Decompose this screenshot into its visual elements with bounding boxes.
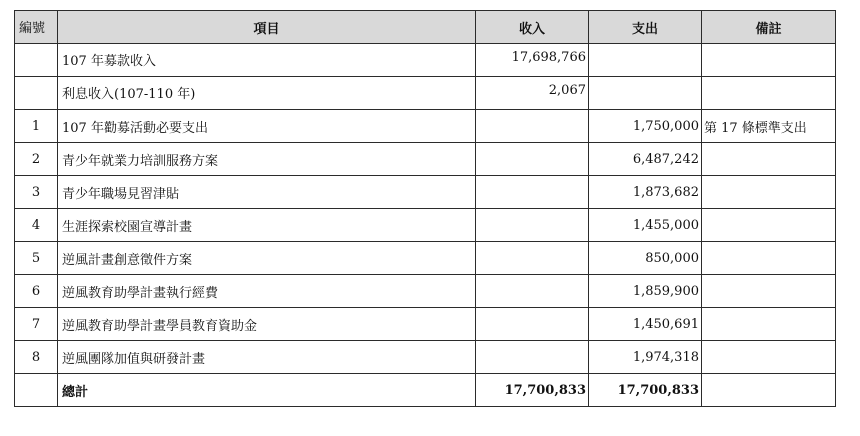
cell-note xyxy=(702,275,836,308)
cell-note xyxy=(702,44,836,77)
table-row xyxy=(15,275,836,308)
cell-no: 2 xyxy=(15,143,58,176)
header-item: 項目 xyxy=(58,11,476,44)
cell-no: 4 xyxy=(15,209,58,242)
cell-item: 逆風教育助學計畫學員教育資助金 xyxy=(58,308,476,341)
table-row xyxy=(15,176,836,209)
cell-income xyxy=(476,209,589,242)
income-expense-table xyxy=(14,10,836,407)
cell-income: 2,067 xyxy=(476,77,589,110)
cell-item: 青少年就業力培訓服務方案 xyxy=(58,143,476,176)
cell-expense: 850,000 xyxy=(589,242,702,275)
cell-income xyxy=(476,242,589,275)
cell-expense: 1,873,682 xyxy=(589,176,702,209)
table-row xyxy=(15,143,836,176)
cell-item: 青少年職場見習津貼 xyxy=(58,176,476,209)
cell-expense xyxy=(589,77,702,110)
cell-note xyxy=(702,242,836,275)
cell-income: 17,698,766 xyxy=(476,44,589,77)
cell-note xyxy=(702,341,836,374)
cell-item: 逆風計畫創意徵件方案 xyxy=(58,242,476,275)
cell-item: 逆風團隊加值與研發計畫 xyxy=(58,341,476,374)
cell-no xyxy=(15,44,58,77)
total-note xyxy=(702,374,836,407)
cell-expense: 6,487,242 xyxy=(589,143,702,176)
cell-expense: 1,750,000 xyxy=(589,110,702,143)
total-income: 17,700,833 xyxy=(476,374,589,407)
cell-item: 107 年勸募活動必要支出 xyxy=(58,110,476,143)
table-row xyxy=(15,110,836,143)
cell-note xyxy=(702,143,836,176)
header-income: 收入 xyxy=(476,11,589,44)
cell-expense: 1,859,900 xyxy=(589,275,702,308)
cell-note: 第 17 條標準支出 xyxy=(702,110,836,143)
cell-item: 107 年募款收入 xyxy=(58,44,476,77)
header-expense: 支出 xyxy=(589,11,702,44)
total-expense: 17,700,833 xyxy=(589,374,702,407)
table-header-row xyxy=(15,11,836,44)
cell-income xyxy=(476,110,589,143)
ledger-table-wrapper xyxy=(14,10,835,407)
cell-item: 利息收入(107-110 年) xyxy=(58,77,476,110)
cell-no: 3 xyxy=(15,176,58,209)
cell-no: 1 xyxy=(15,110,58,143)
cell-note xyxy=(702,308,836,341)
cell-no: 5 xyxy=(15,242,58,275)
table-row xyxy=(15,209,836,242)
cell-item: 逆風教育助學計畫執行經費 xyxy=(58,275,476,308)
table-row xyxy=(15,77,836,110)
cell-income xyxy=(476,308,589,341)
cell-no: 8 xyxy=(15,341,58,374)
header-no: 編號 xyxy=(15,11,58,44)
table-row xyxy=(15,308,836,341)
table-row xyxy=(15,242,836,275)
cell-income xyxy=(476,275,589,308)
header-note: 備註 xyxy=(702,11,836,44)
table-row xyxy=(15,341,836,374)
cell-no: 7 xyxy=(15,308,58,341)
total-row xyxy=(15,374,836,407)
cell-expense xyxy=(589,44,702,77)
cell-income xyxy=(476,341,589,374)
total-no xyxy=(15,374,58,407)
table-row xyxy=(15,44,836,77)
cell-note xyxy=(702,176,836,209)
cell-income xyxy=(476,143,589,176)
cell-no xyxy=(15,77,58,110)
cell-note xyxy=(702,209,836,242)
cell-expense: 1,450,691 xyxy=(589,308,702,341)
cell-income xyxy=(476,176,589,209)
cell-expense: 1,974,318 xyxy=(589,341,702,374)
total-label: 總計 xyxy=(58,374,476,407)
cell-expense: 1,455,000 xyxy=(589,209,702,242)
cell-note xyxy=(702,77,836,110)
cell-no: 6 xyxy=(15,275,58,308)
cell-item: 生涯探索校園宣導計畫 xyxy=(58,209,476,242)
